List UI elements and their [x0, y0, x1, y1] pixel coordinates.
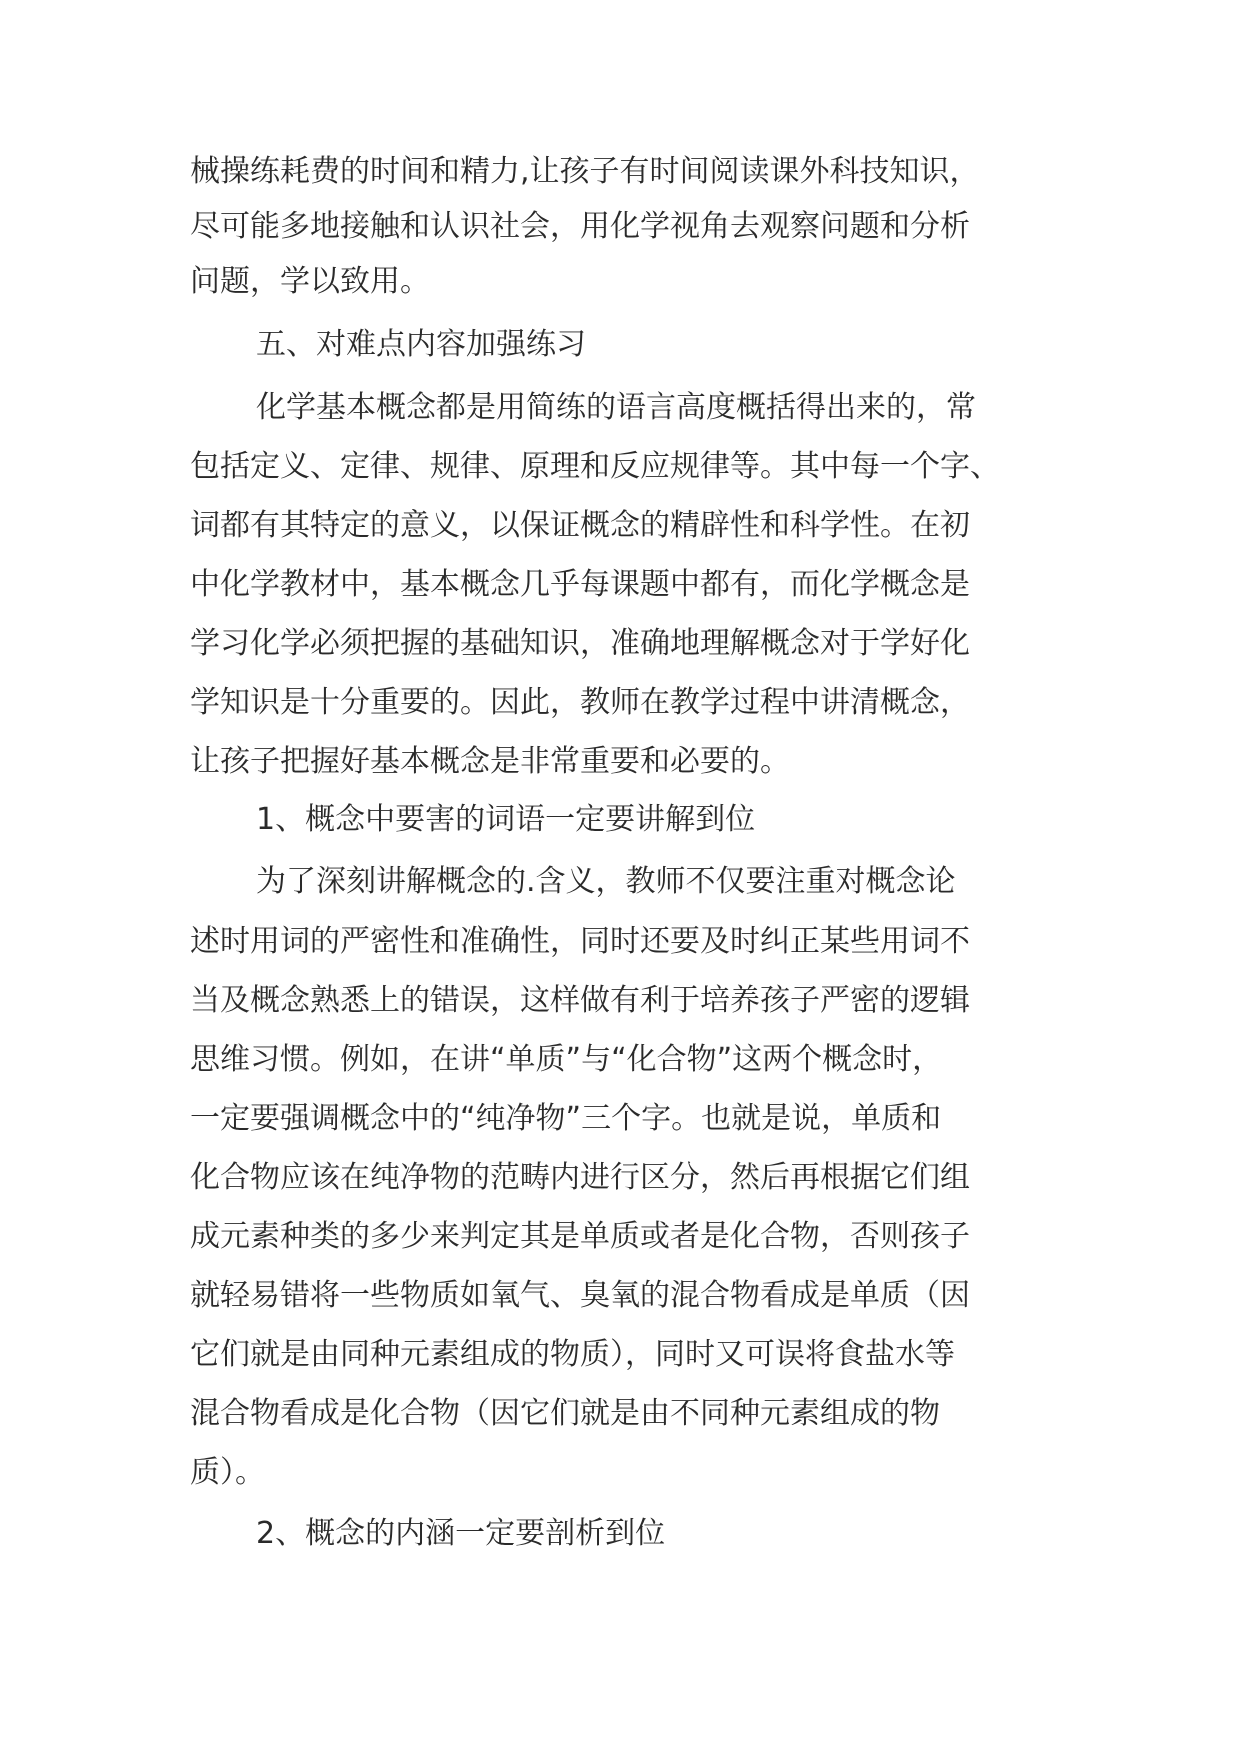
text-line: 化学基本概念都是用简练的语言高度概括得出来的，常 — [256, 390, 976, 425]
text-line: 械操练耗费的时间和精力,让孩子有时间阅读课外科技知识， — [190, 154, 980, 189]
subsection-heading: 1、概念中要害的词语一定要讲解到位 — [256, 802, 756, 837]
text-line: 就轻易错将一些物质如氧气、臭氧的混合物看成是单质（因 — [190, 1278, 970, 1313]
text-line: 化合物应该在纯净物的范畴内进行区分，然后再根据它们组 — [190, 1160, 970, 1195]
text-line: 问题，学以致用。 — [190, 264, 430, 299]
text-line: 它们就是由同种元素组成的物质），同时又可误将食盐水等 — [190, 1337, 955, 1372]
section-heading: 五、对难点内容加强练习 — [256, 327, 586, 362]
text-line: 尽可能多地接触和认识社会，用化学视角去观察问题和分析 — [190, 209, 970, 244]
text-line: 思维习惯。例如，在讲“单质”与“化合物”这两个概念时， — [190, 1042, 943, 1077]
text-line: 包括定义、定律、规律、原理和反应规律等。其中每一个字、 — [190, 449, 1000, 484]
text-line: 中化学教材中，基本概念几乎每课题中都有，而化学概念是 — [190, 567, 970, 602]
text-line: 一定要强调概念中的“纯净物”三个字。也就是说，单质和 — [190, 1101, 942, 1136]
text-line: 为了深刻讲解概念的.含义，教师不仅要注重对概念论 — [256, 864, 956, 899]
text-line: 词都有其特定的意义，以保证概念的精辟性和科学性。在初 — [190, 508, 970, 543]
text-line: 让孩子把握好基本概念是非常重要和必要的。 — [190, 744, 790, 779]
text-line: 当及概念熟悉上的错误，这样做有利于培养孩子严密的逻辑 — [190, 983, 970, 1018]
text-line: 成元素种类的多少来判定其是单质或者是化合物，否则孩子 — [190, 1219, 970, 1254]
text-line: 学习化学必须把握的基础知识，准确地理解概念对于学好化 — [190, 626, 970, 661]
text-line: 述时用词的严密性和准确性，同时还要及时纠正某些用词不 — [190, 924, 970, 959]
text-line: 学知识是十分重要的。因此，教师在教学过程中讲清概念， — [190, 685, 970, 720]
text-line: 质）。 — [190, 1455, 265, 1490]
text-line: 混合物看成是化合物（因它们就是由不同种元素组成的物 — [190, 1396, 940, 1431]
subsection-heading: 2、概念的内涵一定要剖析到位 — [256, 1516, 666, 1551]
